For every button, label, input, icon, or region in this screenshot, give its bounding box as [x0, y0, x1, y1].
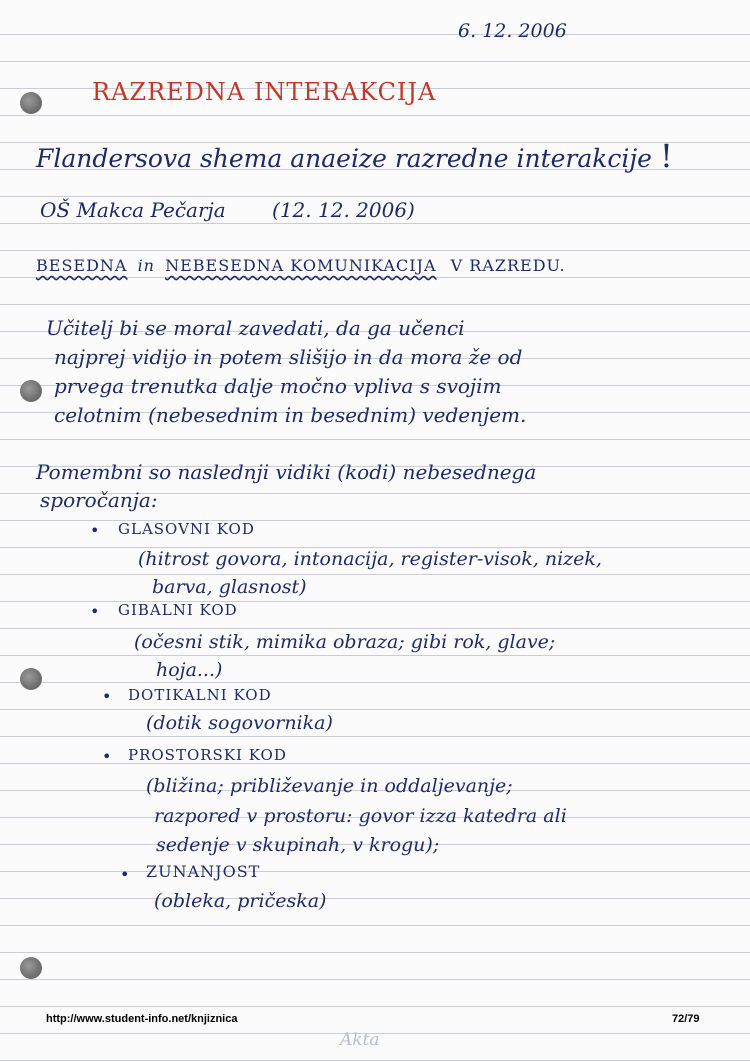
- page-number: 72/79: [672, 1013, 700, 1025]
- punch-hole: [20, 668, 42, 690]
- school-name: OŠ Makca Pečarja: [40, 198, 226, 222]
- punch-hole: [20, 380, 42, 402]
- intro-line: sporočanja:: [40, 488, 158, 512]
- code-detail: (obleka, pričeska): [154, 890, 327, 912]
- date: 6. 12. 2006: [458, 20, 567, 42]
- section-heading: [36, 258, 566, 274]
- code-label: DOTIKALNI KOD: [128, 686, 272, 704]
- code-detail: hoja...): [156, 659, 223, 681]
- code-detail: (bližina; približevanje in oddaljevanje;: [146, 775, 513, 797]
- code-detail: razpored v prostoru: govor izza katedra ali: [154, 805, 567, 827]
- subtitle-text: Flandersova shema anaeize razredne interakcije: [36, 144, 652, 173]
- code-detail: (hitrost govora, intonacija, register-visok, nizek,: [138, 548, 602, 570]
- paragraph-line: prvega trenutka dalje močno vpliva s svojim: [54, 374, 502, 398]
- school-line: [40, 200, 415, 220]
- code-label: GIBALNI KOD: [118, 601, 238, 619]
- code-detail: sedenje v skupinah, v krogu);: [156, 834, 440, 856]
- code-detail: barva, glasnost): [152, 576, 307, 598]
- punch-hole: [20, 92, 42, 114]
- heading-part1: BESEDNA: [36, 256, 128, 275]
- subtitle: [36, 137, 673, 175]
- code-detail: (dotik sogovornika): [146, 712, 333, 734]
- code-label: GLASOVNI KOD: [118, 520, 255, 538]
- footer-url[interactable]: http://www.student-info.net/knjiznica: [46, 1013, 238, 1025]
- paragraph-line: najprej vidijo in potem slišijo in da mora že od: [54, 345, 523, 369]
- paragraph-line: celotnim (nebesednim in besednim) vedenjem.: [54, 403, 527, 427]
- brand-logo: Akta: [340, 1030, 380, 1050]
- code-label: ZUNANJOST: [146, 862, 261, 881]
- heading-in: in: [137, 256, 155, 275]
- code-label: PROSTORSKI KOD: [128, 746, 287, 764]
- subtitle-mark: !: [659, 137, 673, 175]
- punch-hole: [20, 957, 42, 979]
- bullet-icon: •: [120, 865, 130, 884]
- page-title: RAZREDNA INTERAKCIJA: [92, 78, 437, 106]
- bullet-icon: •: [90, 521, 100, 540]
- paragraph-line: Učitelj bi se moral zavedati, da ga učenci: [46, 316, 465, 340]
- heading-end: V RAZREDU.: [450, 256, 566, 275]
- bullet-icon: •: [102, 747, 112, 766]
- school-date: (12. 12. 2006): [272, 198, 415, 222]
- heading-part2: NEBESEDNA KOMUNIKACIJA: [165, 256, 437, 275]
- bullet-icon: •: [90, 602, 100, 621]
- code-detail: (očesni stik, mimika obraza; gibi rok, glave;: [134, 631, 556, 653]
- bullet-icon: •: [102, 687, 112, 706]
- intro-line: Pomembni so naslednji vidiki (kodi) nebesednega: [36, 460, 537, 484]
